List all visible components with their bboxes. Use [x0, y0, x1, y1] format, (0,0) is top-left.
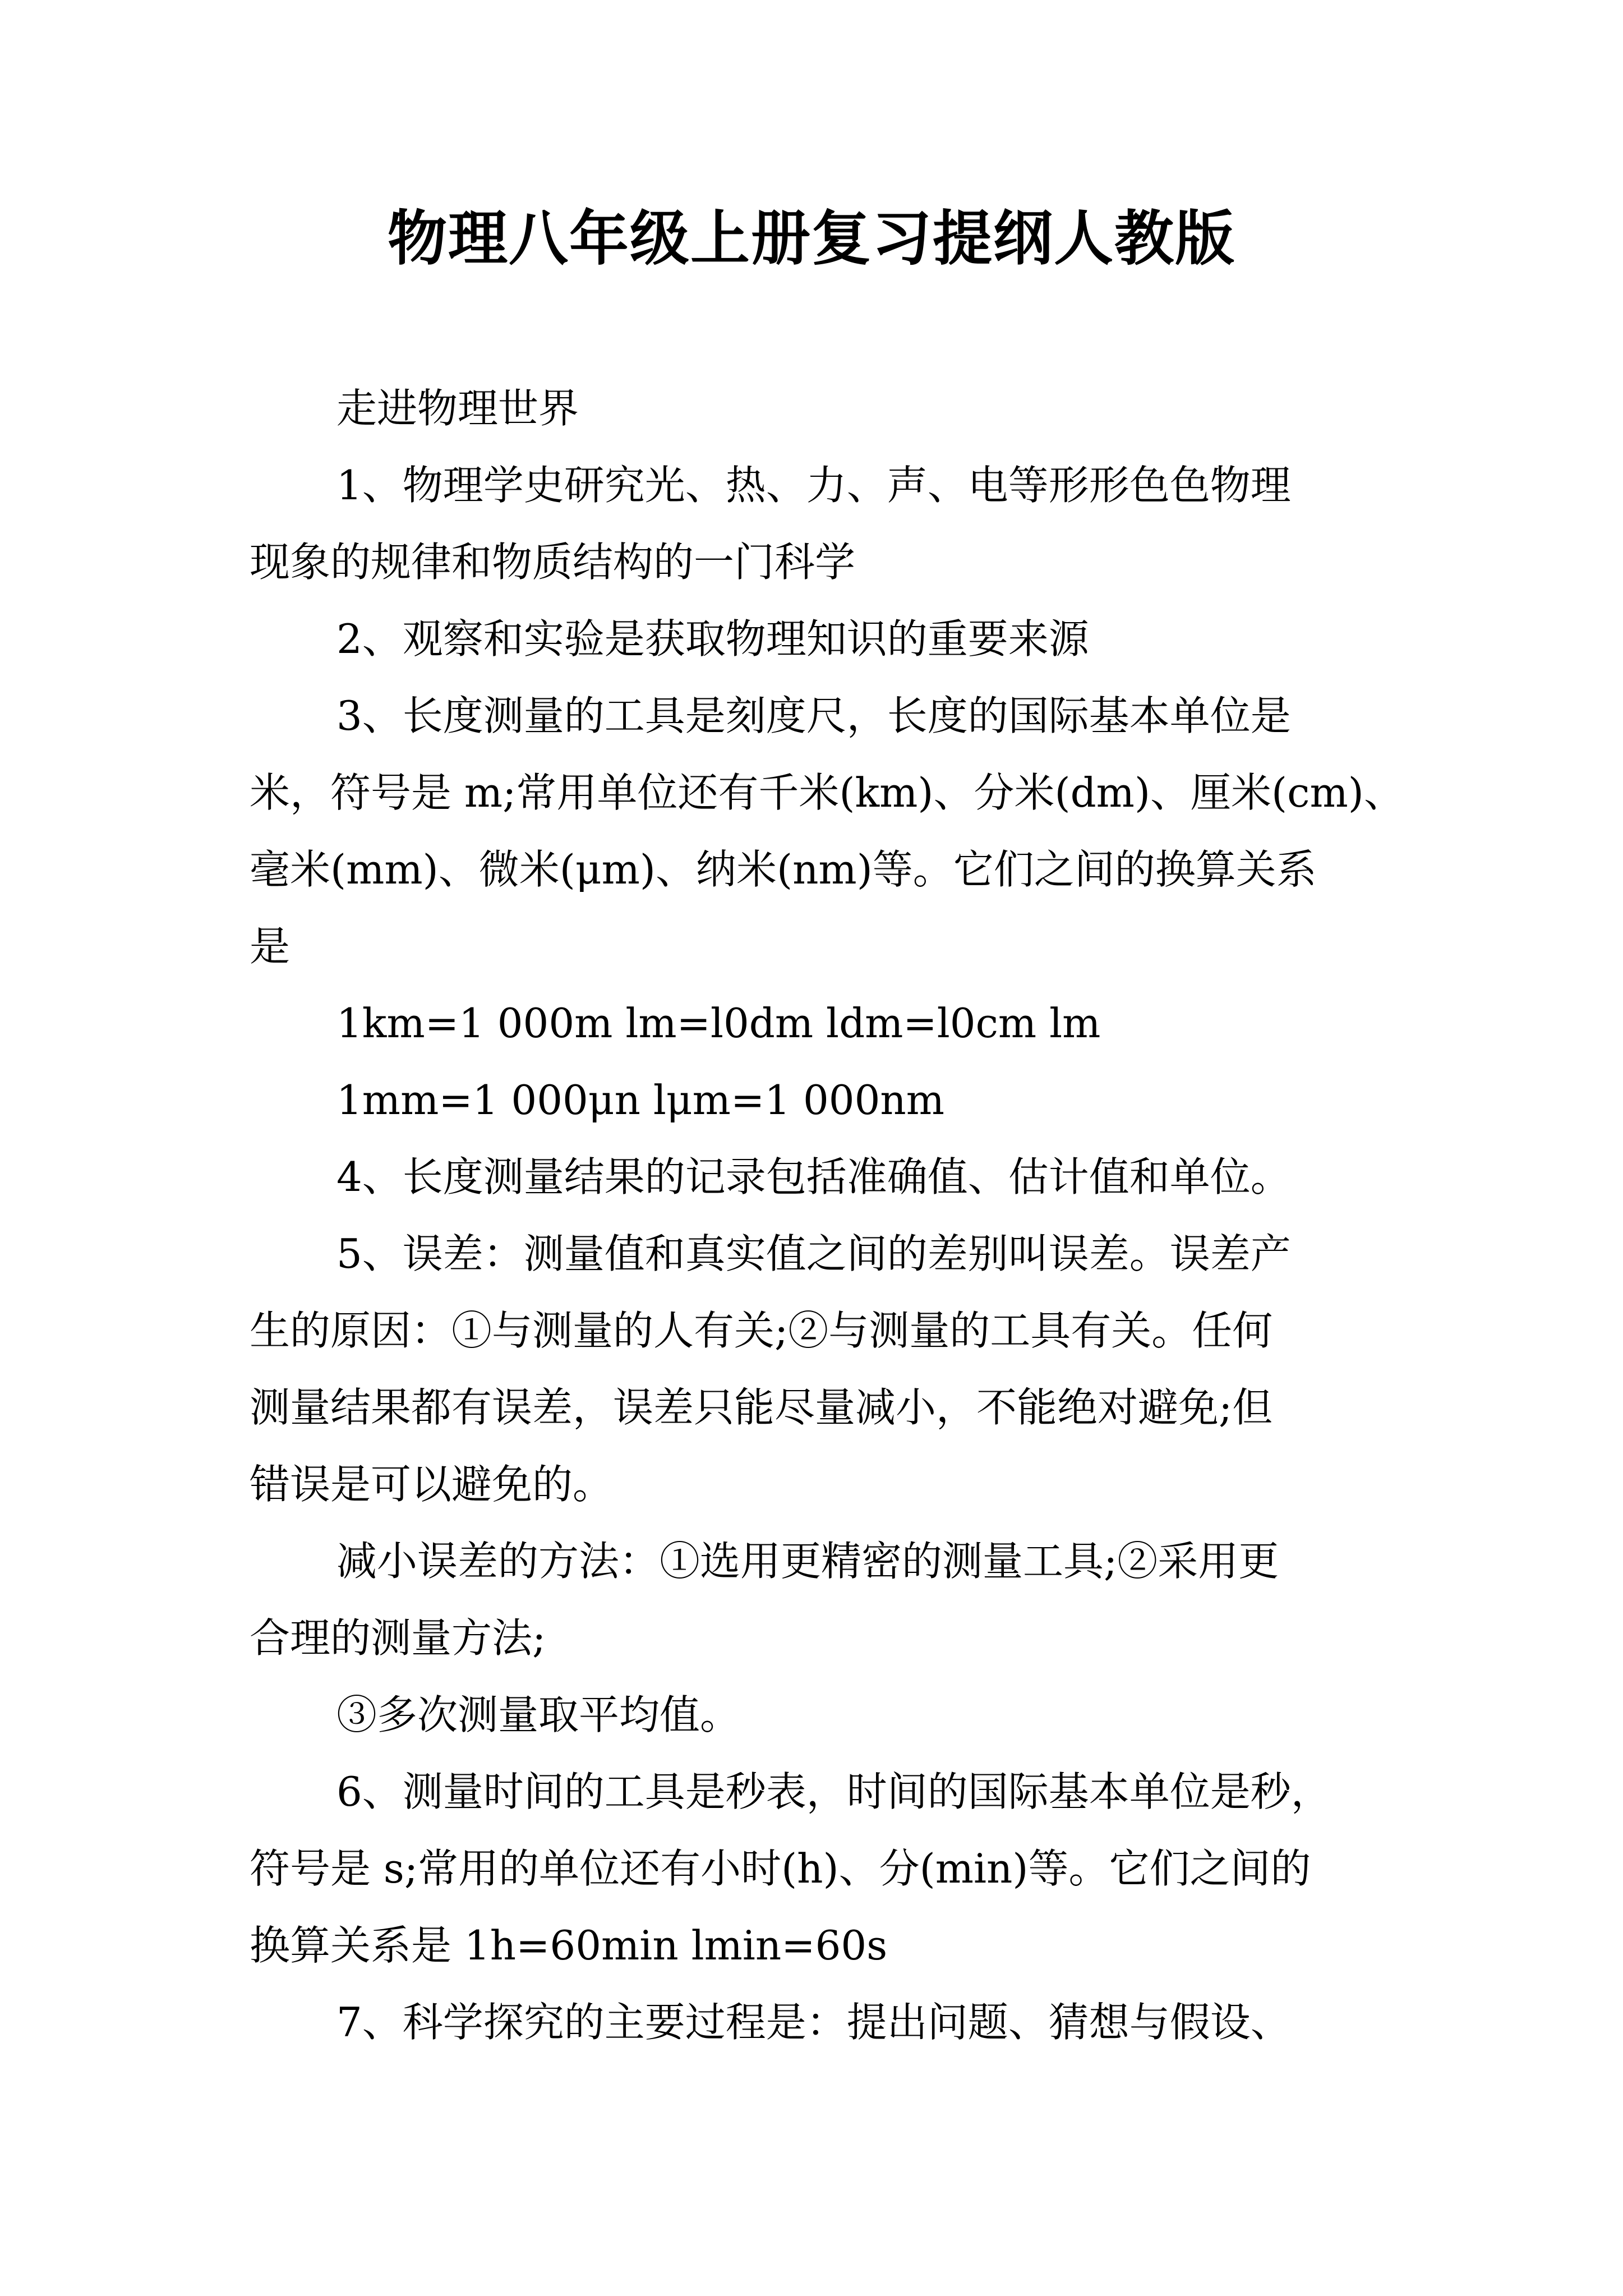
paragraph-line: 错误是可以避免的。	[250, 1461, 614, 1508]
paragraph-line: 生的原因：①与测量的人有关;②与测量的工具有关。任何	[250, 1307, 1273, 1354]
paragraph-line: 减小误差的方法：①选用更精密的测量工具;②采用更	[336, 1538, 1279, 1585]
paragraph-line: 换算关系是 1h=60min lmin=60s	[250, 1922, 888, 1969]
paragraph-line: 5、误差：测量值和真实值之间的差别叫误差。误差产	[336, 1230, 1291, 1277]
paragraph-line: 7、科学探究的主要过程是：提出问题、猜想与假设、	[336, 1999, 1291, 2046]
formula-line: 1km=1 000m lm=l0dm ldm=l0cm lm	[336, 1000, 1101, 1047]
document-title: 物理八年级上册复习提纲人教版	[388, 203, 1235, 273]
paragraph-line: 3、长度测量的工具是刻度尺，长度的国际基本单位是	[336, 692, 1291, 739]
paragraph-line: 符号是 s;常用的单位还有小时(h)、分(min)等。它们之间的	[250, 1845, 1311, 1892]
paragraph-line: 毫米(mm)、微米(μm)、纳米(nm)等。它们之间的换算关系	[250, 846, 1317, 893]
paragraph-line: ③多次测量取平均值。	[336, 1691, 741, 1738]
paragraph-line: 合理的测量方法;	[250, 1614, 546, 1662]
paragraph-line: 测量结果都有误差，误差只能尽量减小，不能绝对避免;但	[250, 1384, 1273, 1431]
paragraph-line: 是	[250, 923, 291, 970]
paragraph-line: 米，符号是 m;常用单位还有千米(km)、分米(dm)、厘米(cm)、	[250, 769, 1404, 816]
document-body	[250, 370, 1438, 2061]
paragraph-line: 6、测量时间的工具是秒表，时间的国际基本单位是秒，	[336, 1768, 1331, 1815]
section-heading: 走进物理世界	[336, 385, 579, 432]
paragraph-line: 现象的规律和物质结构的一门科学	[250, 539, 856, 586]
formula-line: 1mm=1 000μn lμm=1 000nm	[336, 1076, 945, 1124]
paragraph-line: 1、物理学史研究光、热、力、声、电等形形色色物理	[336, 462, 1291, 509]
paragraph-line: 4、长度测量结果的记录包括准确值、估计值和单位。	[336, 1153, 1291, 1200]
paragraph-line: 2、观察和实验是获取物理知识的重要来源	[336, 615, 1089, 662]
